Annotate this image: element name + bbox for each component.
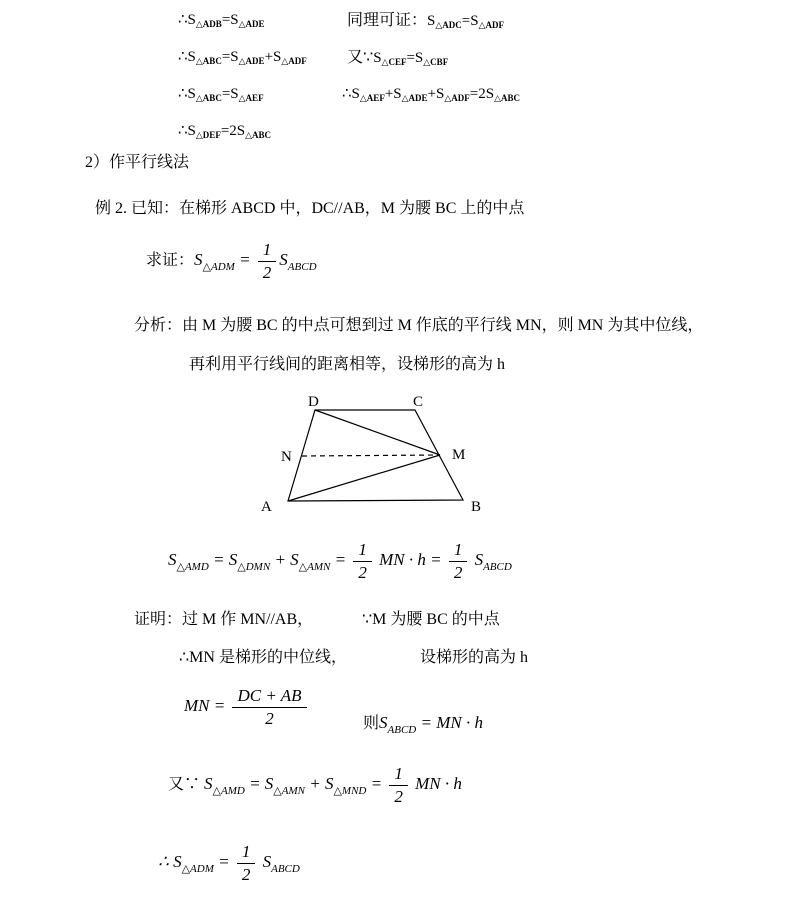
equation-adc-adf: 同理可证：$S_{\triangle ADC}=S_{\triangle ADF}$ — [347, 12, 505, 30]
trapezoid-figure — [255, 393, 500, 515]
vertex-label-c: C — [413, 394, 424, 410]
segment-dm — [315, 410, 440, 455]
vertex-label-a: A — [261, 499, 272, 515]
formula-you-amd: 又∵ $S_{\triangle AMD} = S_{\triangle AMN} + S_{\triangle MND}$ = $\frac{1}{2}$ MN · h — [168, 764, 462, 806]
vertex-label-d: D — [308, 394, 319, 410]
equation-abc-sum: $\therefore S_{\triangle ABC}=S_{\triangle ADE}+S_{\triangle ADF}$ — [178, 49, 307, 66]
fraction: $\frac{1}{2}$ — [449, 540, 468, 582]
analysis-line2: 再利用平行线间的距离相等，设梯形的高为 h — [189, 356, 506, 373]
fraction: $\frac{1}{2}$ — [389, 764, 408, 806]
proof-line2-left: ∴MN 是梯形的中位线， — [179, 649, 347, 666]
formula-conclusion: ∴ $S_{\triangle ADM}$ = $\frac{1}{2}$ $S_{ABCD}$ — [158, 842, 300, 884]
vertex-label-m: M — [452, 447, 466, 463]
equation-sum-2abc: $\therefore S_{\triangle AEF}+S_{\triangle ADE}+S_{\triangle ADF}=2S_{\triangle ABC}$ — [342, 86, 521, 103]
equation-def-2abc: $\therefore S_{\triangle DEF}=2S_{\triangle ABC}$ — [178, 123, 272, 140]
equation-abc-aef: $\therefore S_{\triangle ABC}=S_{\triangle AEF}$ — [178, 86, 264, 103]
formula-area-mn-h: 则$S_{ABCD}$ = MN · h — [363, 713, 483, 736]
formula-qiuzheng: 求证：$S_{\triangle ADM}$ = $\frac{1}{2}$ $S_{ABCD}$ — [146, 240, 317, 282]
fraction: $\frac{1}{2}$ — [237, 842, 256, 884]
equation-adb-ade: $\therefore S_{\triangle ADB}=S_{\triangle ADE}$ — [178, 12, 265, 29]
formula-amd-sum: $S_{\triangle AMD} = S_{\triangle DMN} + S_{\triangle AMN}$ = $\frac{1}{2}$ MN · h = $\frac{1}{2}$ $S_{ABCD}$ — [168, 540, 512, 582]
fraction: $\frac{1}{2}$ — [353, 540, 372, 582]
vertex-label-b: B — [471, 499, 482, 515]
vertex-label-n: N — [281, 449, 292, 465]
equation-cef-cbf: 又$\because S_{\triangle CEF}=S_{\triangle CBF}$ — [347, 49, 449, 67]
proof-line1-left: 证明：过 M 作 MN//AB， — [134, 611, 314, 628]
proof-line2-right: 设梯形的高为 h — [420, 649, 529, 666]
formula-mn-midline: MN = $\frac{DC + AB}{2}$ — [184, 686, 310, 728]
analysis-line1: 分析：由 M 为腰 BC 的中点可想到过 M 作底的平行线 MN，则 MN 为其中位线， — [134, 317, 704, 334]
example-statement: 例 2. 已知：在梯形 ABCD 中，DC//AB，M 为腰 BC 上的中点 — [95, 200, 525, 217]
proof-line1-right: ∵M 为腰 BC 的中点 — [362, 611, 500, 628]
fraction: $\frac{1}{2}$ — [258, 240, 277, 282]
segment-nm-dashed — [302, 455, 440, 456]
section-heading: 2）作平行线法 — [85, 154, 190, 171]
segment-am — [288, 455, 440, 501]
fraction: $\frac{DC + AB}{2}$ — [232, 686, 306, 728]
